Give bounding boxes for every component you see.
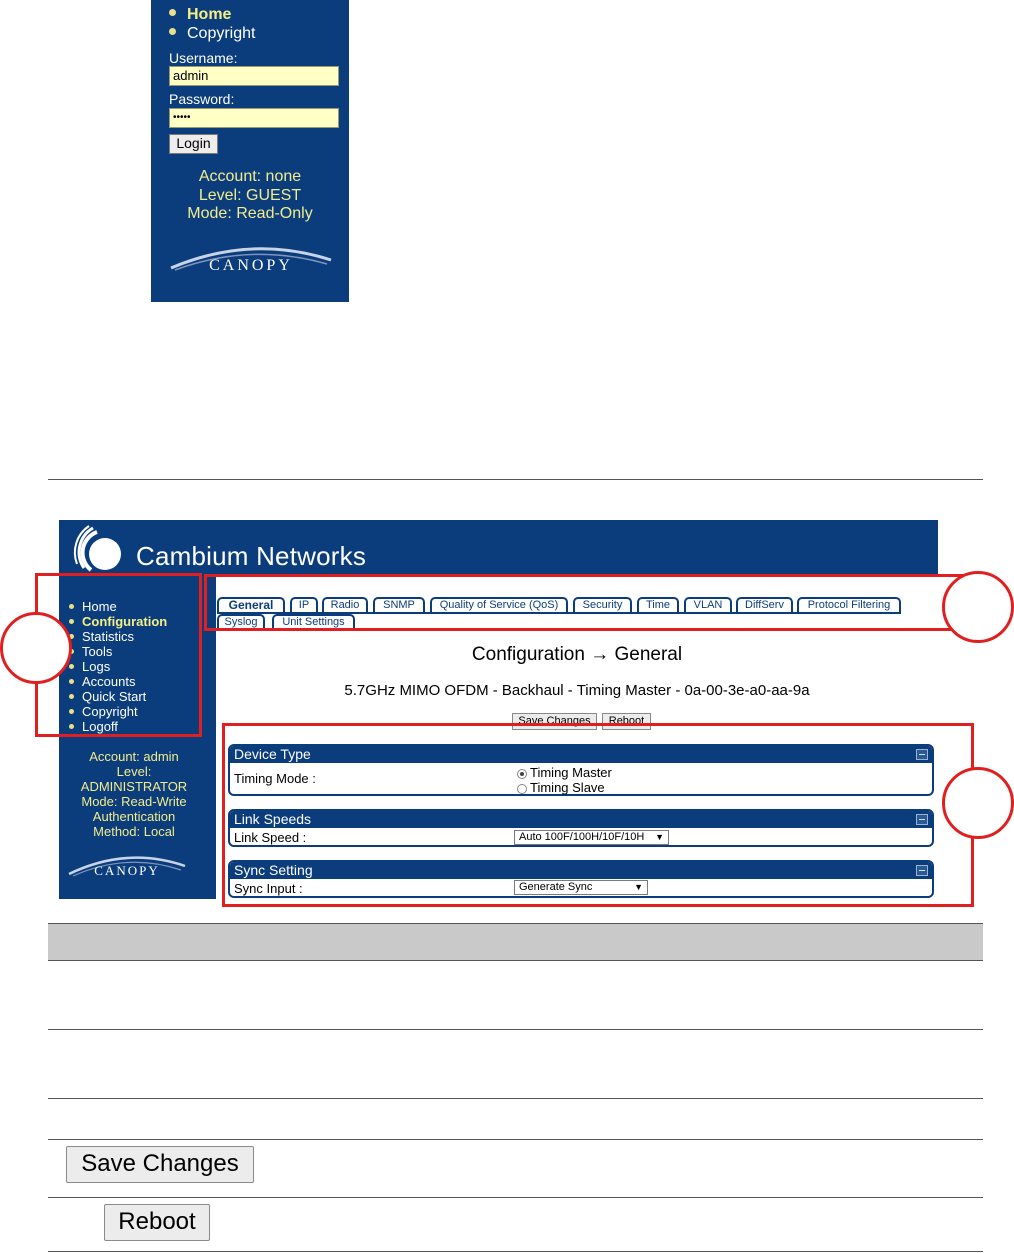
save-changes-button[interactable]: Save Changes	[512, 713, 597, 730]
account-status: Account: none	[198, 168, 302, 185]
login-panel	[151, 0, 349, 302]
tab-snmp[interactable]: SNMP	[373, 597, 425, 612]
mode-status: Mode: Read-Write	[81, 794, 187, 809]
callout-box-panels	[222, 723, 974, 907]
nav-item-copyright[interactable]: Copyright	[169, 25, 255, 43]
chevron-down-icon: ▼	[655, 832, 664, 842]
password-input[interactable]: •••••	[169, 108, 339, 128]
link-speed-select[interactable]: Auto 100F/100H/10F/10H ▼	[514, 830, 669, 845]
panel-title: Sync Setting	[230, 862, 932, 879]
table-row-rule	[48, 1139, 983, 1140]
sidebar-item-logs[interactable]: Logs	[69, 659, 110, 674]
table-bottom-rule	[48, 1251, 983, 1252]
canopy-logo: CANOPY	[67, 848, 187, 882]
callout-circle	[942, 571, 1014, 643]
table-row-rule	[48, 1098, 983, 1099]
username-input[interactable]: admin	[169, 66, 339, 86]
tab-syslog[interactable]: Syslog	[217, 614, 265, 629]
timing-master-radio[interactable]: Timing Master	[517, 765, 612, 780]
sync-input-select[interactable]: Generate Sync ▼	[514, 880, 648, 895]
account-status: Account: admin	[89, 749, 179, 764]
divider	[48, 479, 983, 480]
table-row-rule	[48, 1029, 983, 1030]
panel-title: Link Speeds	[230, 811, 932, 828]
sync-input-label: Sync Input :	[234, 881, 303, 896]
reboot-button[interactable]: Reboot	[104, 1204, 210, 1241]
tab-unit-settings[interactable]: Unit Settings	[272, 614, 355, 629]
level-value: ADMINISTRATOR	[80, 779, 188, 794]
login-button[interactable]: Login	[169, 134, 218, 154]
callout-box-tabs	[204, 574, 967, 631]
sidebar-item-accounts[interactable]: Accounts	[69, 674, 135, 689]
auth-method: Method: Local	[93, 824, 175, 839]
table-header	[48, 924, 983, 960]
sidebar-item-logoff[interactable]: Logoff	[69, 719, 118, 734]
panel-title: Device Type	[230, 746, 932, 763]
table-row-rule	[48, 960, 983, 961]
callout-circle	[0, 612, 72, 684]
sidebar-item-tools[interactable]: Tools	[69, 644, 112, 659]
sidebar-item-configuration[interactable]: Configuration	[69, 614, 167, 629]
brand-title: Cambium Networks	[136, 541, 367, 571]
callout-circle	[942, 767, 1014, 839]
tab-vlan[interactable]: VLAN	[684, 597, 732, 612]
save-changes-button[interactable]: Save Changes	[66, 1146, 254, 1183]
level-status: Level: GUEST	[198, 187, 302, 204]
username-label: Username:	[169, 50, 238, 66]
link-speed-label: Link Speed :	[234, 830, 307, 845]
reboot-button[interactable]: Reboot	[602, 713, 651, 730]
sidebar-item-quick-start[interactable]: Quick Start	[69, 689, 146, 704]
tab-general[interactable]: General	[217, 597, 285, 612]
password-label: Password:	[169, 91, 235, 107]
sidebar-item-copyright[interactable]: Copyright	[69, 704, 138, 719]
cambium-logo-icon	[71, 524, 127, 576]
chevron-down-icon: ▼	[634, 882, 643, 892]
tab-ip[interactable]: IP	[290, 597, 318, 612]
mode-status: Mode: Read-Only	[187, 205, 313, 222]
bullet-icon	[169, 9, 176, 16]
cambium-header	[59, 520, 938, 576]
sidebar-item-home[interactable]: Home	[69, 599, 117, 614]
page-title: Configuration → General	[471, 644, 683, 665]
timing-mode-label: Timing Mode :	[234, 771, 316, 786]
tab-qos[interactable]: Quality of Service (QoS)	[430, 597, 568, 612]
tab-radio[interactable]: Radio	[322, 597, 368, 612]
device-subtitle: 5.7GHz MIMO OFDM - Backhaul - Timing Master - 0a-00-3e-a0-aa-9a	[344, 682, 810, 699]
canopy-logo: CANOPY	[167, 238, 335, 278]
table-row-rule	[48, 1197, 983, 1198]
tab-protocol-filtering[interactable]: Protocol Filtering	[797, 597, 901, 612]
tab-diffserv[interactable]: DiffServ	[736, 597, 793, 612]
nav-item-home[interactable]: Home	[169, 6, 231, 24]
tab-security[interactable]: Security	[573, 597, 632, 612]
bullet-icon	[169, 28, 176, 35]
level-status: Level:	[116, 764, 152, 779]
timing-slave-radio[interactable]: Timing Slave	[517, 780, 605, 795]
tab-time[interactable]: Time	[637, 597, 679, 612]
auth-status: Authentication	[92, 809, 176, 824]
sidebar-item-statistics[interactable]: Statistics	[69, 629, 134, 644]
